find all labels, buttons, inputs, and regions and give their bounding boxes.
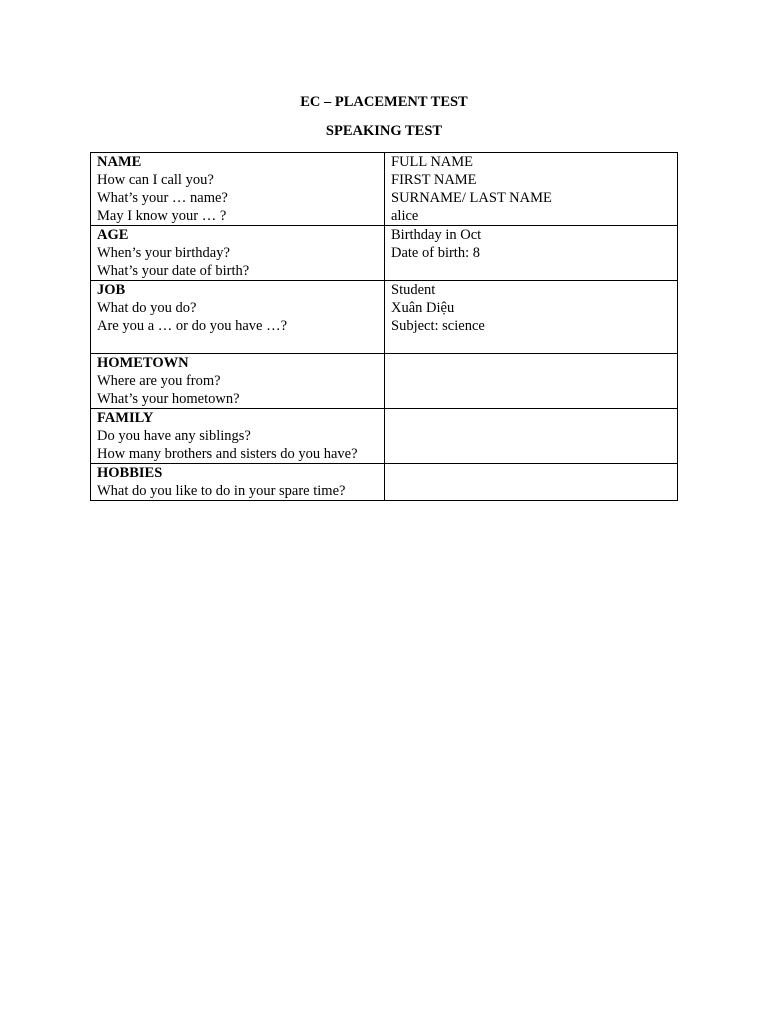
question-line: Are you a … or do you have …?	[97, 318, 288, 334]
answer-line: Birthday in Oct	[391, 227, 482, 243]
row-heading: HOMETOWN	[97, 355, 189, 371]
answer-line: alice	[391, 208, 419, 224]
row-heading: JOB	[97, 282, 126, 298]
table-row-family	[91, 409, 678, 464]
answer-cell[interactable]	[385, 153, 678, 226]
answer-line: SURNAME/ LAST NAME	[391, 190, 552, 206]
question-cell	[91, 354, 385, 409]
answer-line: Subject: science	[391, 318, 485, 334]
answer-cell[interactable]	[385, 354, 678, 409]
question-line: How can I call you?	[97, 172, 214, 188]
row-heading: FAMILY	[97, 410, 154, 426]
question-cell	[91, 409, 385, 464]
row-heading: AGE	[97, 227, 129, 243]
answer-cell[interactable]	[385, 226, 678, 281]
row-heading: HOBBIES	[97, 465, 163, 481]
answer-line: Date of birth: 8	[391, 245, 480, 261]
answer-line: FULL NAME	[391, 154, 474, 170]
answer-cell[interactable]	[385, 464, 678, 501]
table-row-job	[91, 281, 678, 354]
question-line: When’s your birthday?	[97, 245, 230, 261]
question-line: What’s your date of birth?	[97, 263, 250, 279]
question-line: What’s your hometown?	[97, 391, 240, 407]
answer-cell[interactable]	[385, 281, 678, 354]
answer-cell[interactable]	[385, 409, 678, 464]
question-line: What do you do?	[97, 300, 197, 316]
question-cell	[91, 281, 385, 354]
question-line: What do you like to do in your spare time?	[97, 483, 346, 499]
question-cell	[91, 226, 385, 281]
document-title: EC – PLACEMENT TEST	[300, 94, 468, 110]
table-row-hobbies	[91, 464, 678, 501]
question-line: How many brothers and sisters do you have?	[97, 446, 358, 462]
document-subtitle: SPEAKING TEST	[325, 123, 443, 139]
question-line: Do you have any siblings?	[97, 428, 251, 444]
answer-line: Student	[391, 282, 436, 298]
table-row-hometown	[91, 354, 678, 409]
question-line: Where are you from?	[97, 373, 221, 389]
question-cell	[91, 464, 385, 501]
table-row-name	[91, 153, 678, 226]
question-cell	[91, 153, 385, 226]
answer-line: FIRST NAME	[391, 172, 477, 188]
question-line: May I know your … ?	[97, 208, 227, 224]
row-heading: NAME	[97, 154, 142, 170]
answer-line: Xuân Diệu	[391, 300, 455, 316]
question-line: What’s your … name?	[97, 190, 228, 206]
speaking-test-table	[90, 152, 678, 501]
table-row-age	[91, 226, 678, 281]
